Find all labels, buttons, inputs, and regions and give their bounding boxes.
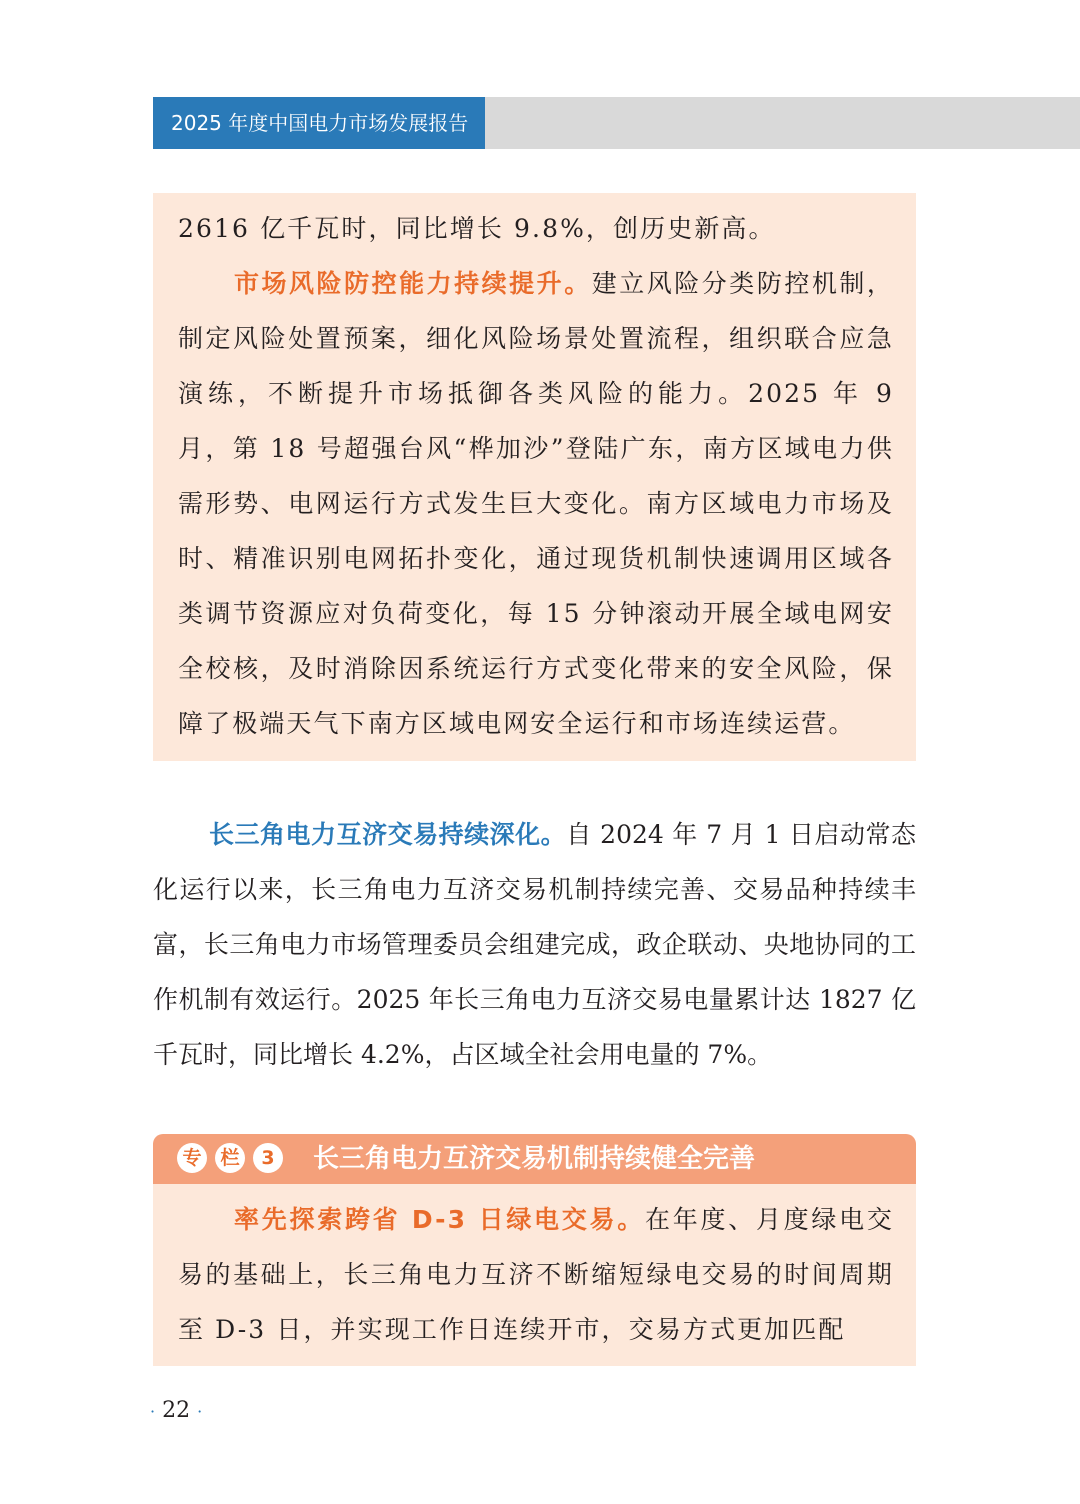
column-paragraph — [178, 1192, 894, 1357]
column-badge-lan: 栏 — [215, 1143, 245, 1173]
main-paragraph-body: 自 2024 年 7 月 1 日启动常态化运行以来，长三角电力互济交易机制持续完善、交易品种持续丰富，长三角电力市场管理委员会组建完成，政企联动、央地协同的工作机制有效运行。2025 年长三角电力互济交易电量累计达 1827 亿千瓦时，同比增长 4.2%，占区域全社会用电量的 7%。 — [153, 820, 916, 1069]
box-paragraph — [178, 256, 894, 751]
page-number — [150, 1398, 202, 1423]
box-continuation-line: 2616 亿千瓦时，同比增长 9.8%，创历史新高。 — [178, 214, 776, 243]
box-paragraph-heading: 市场风险防控能力持续提升。 — [234, 269, 592, 298]
main-paragraph — [153, 807, 916, 1082]
highlight-box — [153, 193, 916, 761]
main-paragraph-heading: 长三角电力互济交易持续深化。 — [209, 820, 567, 849]
box-paragraph-body: 建立风险分类防控机制，制定风险处置预案，细化风险场景处置流程，组织联合应急演练，不断提升市场抵御各类风险的能力。2025 年 9 月，第 18 号超强台风“桦加沙”登陆广东，南方区域电力供需形势、电网运行方式发生巨大变化。南方区域电力市场及时、精准识别电网拓扑变化，通过现货机制快速调用区域各类调节资源应对负荷变化，每 15 分钟滚动开展全域电网安全校核，及时消除因系统运行方式变化带来的安全风险，保障了极端天气下南方区域电网安全运行和市场连续运营。 — [178, 269, 894, 738]
page-dot-right: · — [197, 1402, 203, 1421]
page-dot-left: · — [150, 1402, 156, 1421]
column-paragraph-body: 在年度、月度绿电交易的基础上，长三角电力互济不断缩短绿电交易的时间周期至 D-3 日，并实现工作日连续开市，交易方式更加匹配 — [178, 1205, 894, 1344]
column-header — [153, 1134, 916, 1184]
column-badge-number: 3 — [253, 1143, 283, 1173]
column-title: 长三角电力互济交易机制持续健全完善 — [313, 1144, 756, 1174]
page-number-text: 22 — [162, 1398, 191, 1423]
column-box — [153, 1184, 916, 1366]
column-badge-zhuan: 专 — [177, 1143, 207, 1173]
column-paragraph-heading: 率先探索跨省 D-3 日绿电交易。 — [234, 1205, 645, 1234]
report-title: 2025 年度中国电力市场发展报告 — [153, 97, 485, 149]
